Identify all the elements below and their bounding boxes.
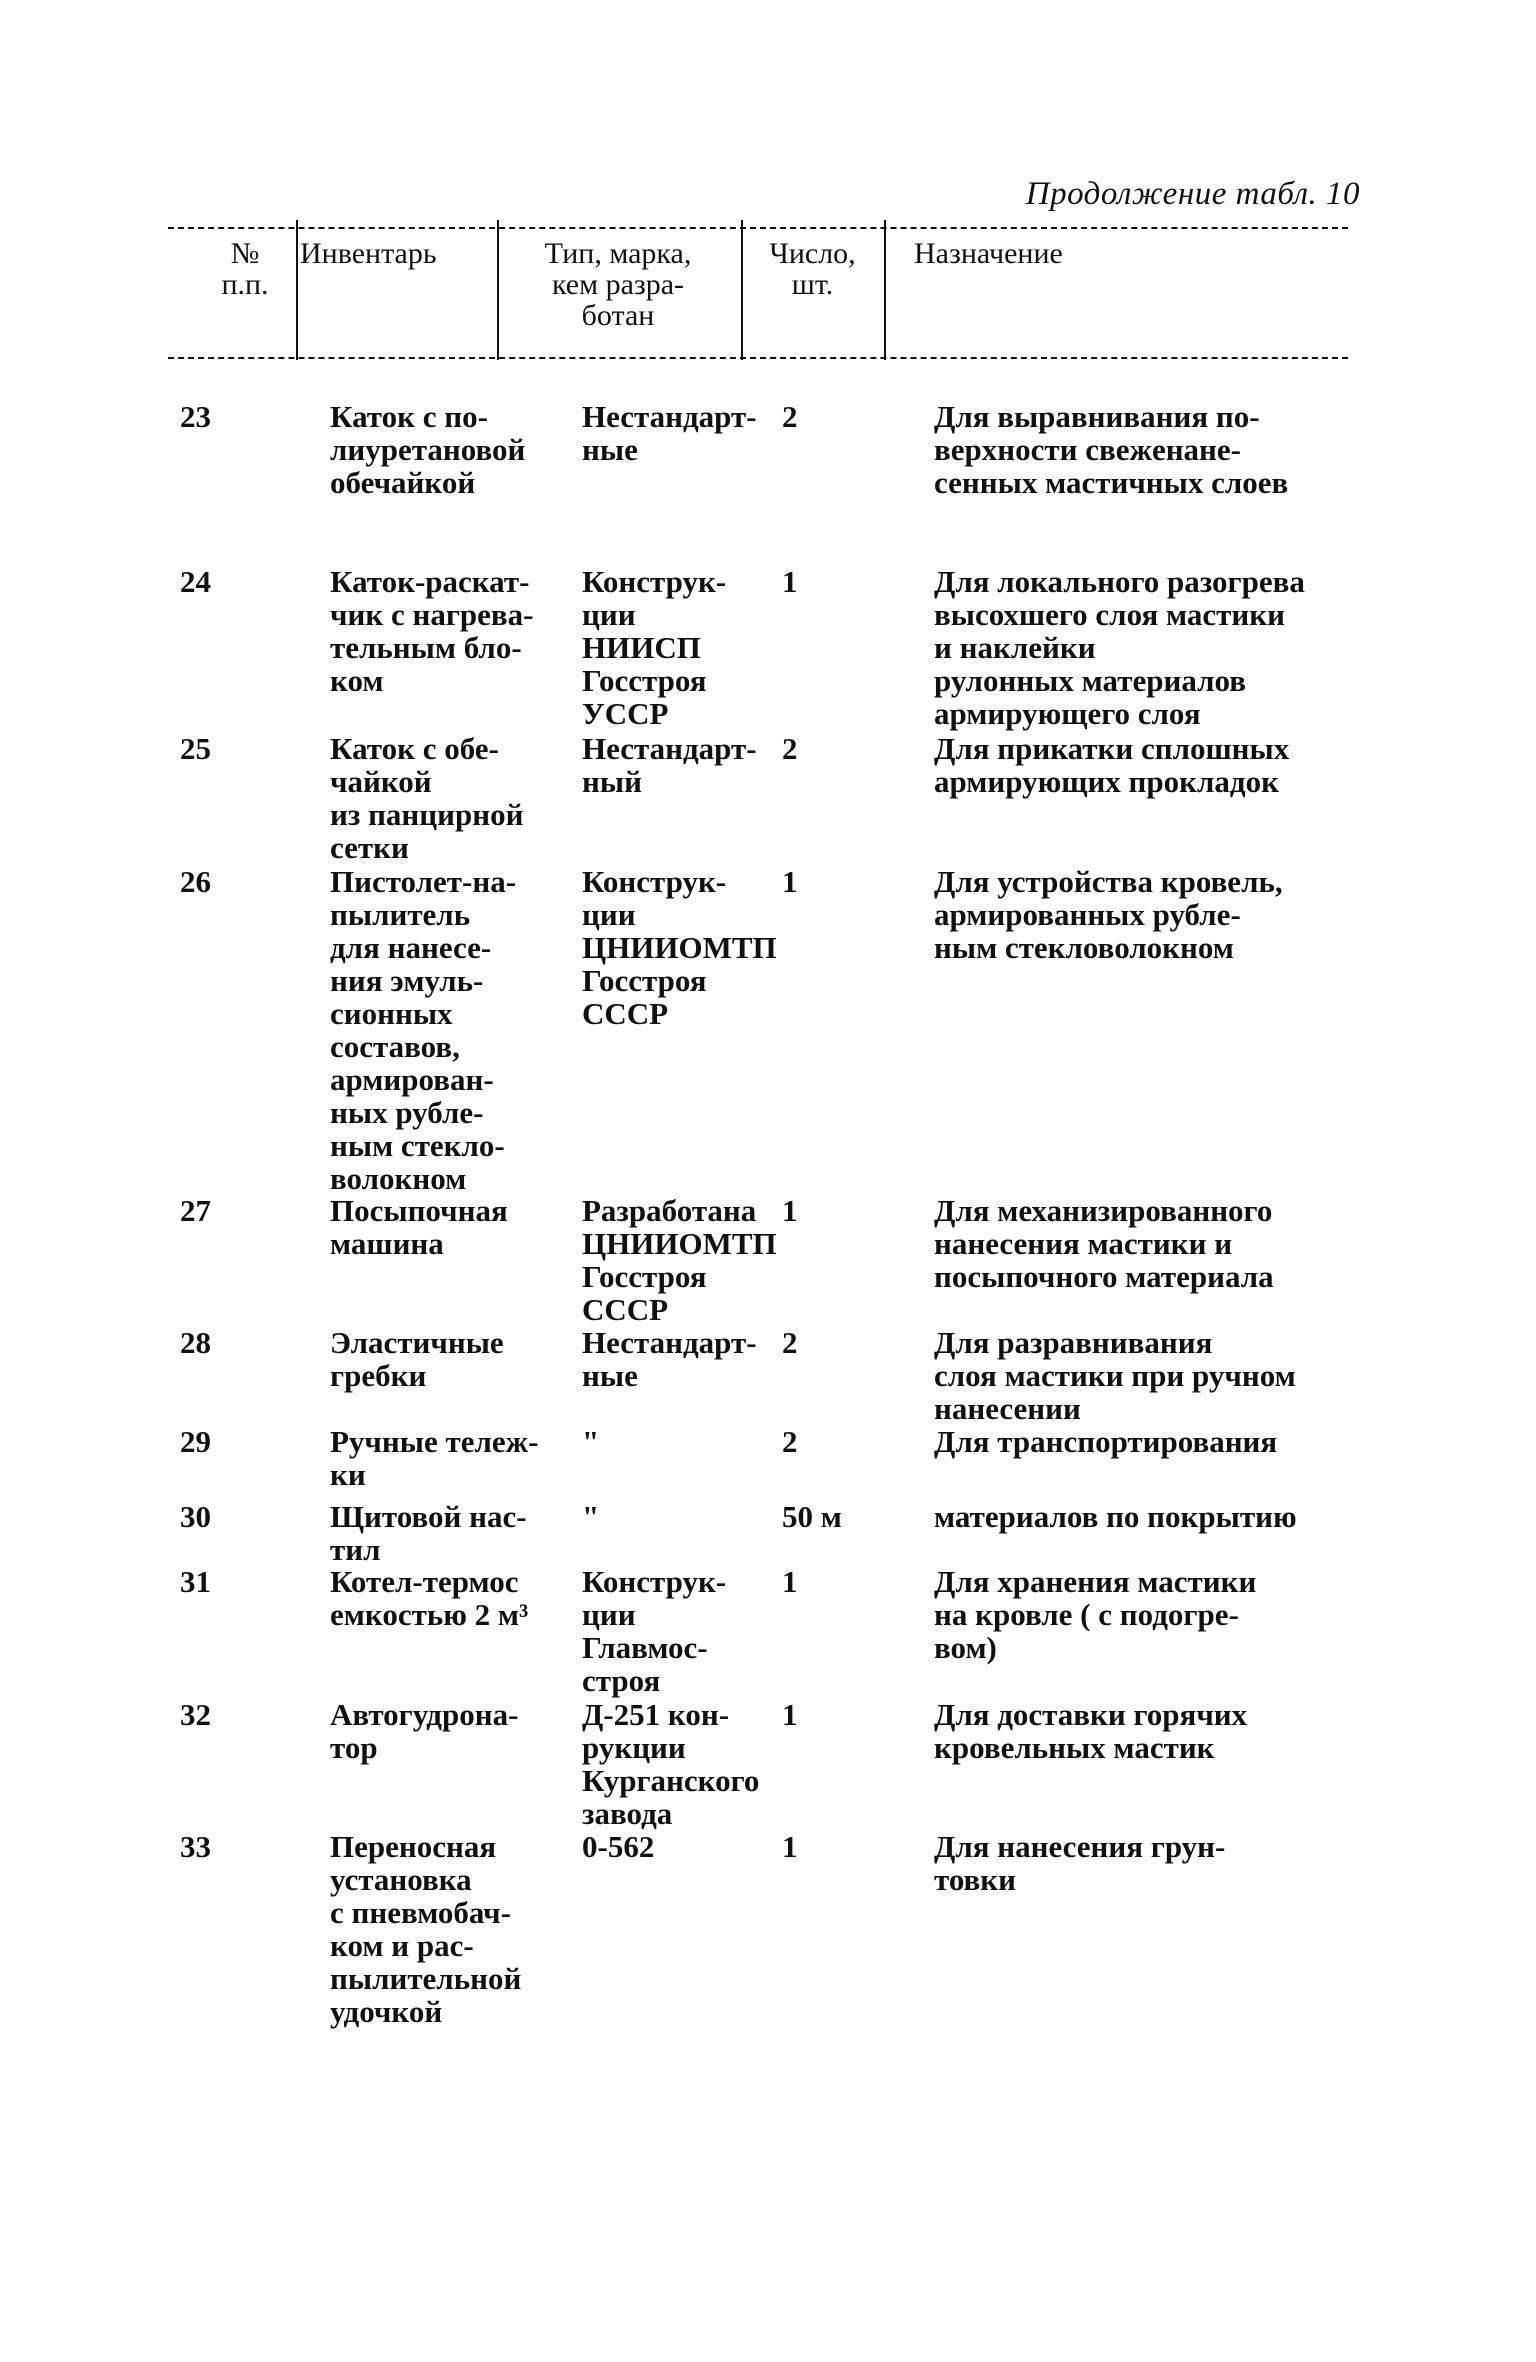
row-26-num: 26 bbox=[180, 864, 211, 899]
row-27-num: 27 bbox=[180, 1193, 211, 1228]
row-28-type: Нестандарт- ные bbox=[582, 1325, 757, 1393]
row-29-purpose: Для транспортирования bbox=[934, 1424, 1278, 1459]
row-32-count: 1 bbox=[782, 1697, 798, 1732]
row-31-count: 1 bbox=[782, 1564, 798, 1599]
header-count: Число, шт. bbox=[769, 237, 856, 301]
row-24-type: Конструк- ции НИИСП Госстроя УССР bbox=[582, 564, 727, 731]
row-31-type: Конструк- ции Главмос- строя bbox=[582, 1564, 727, 1698]
row-26-inventory: Пистолет-на- пылитель для нанесе- ния эмуль- сионных составов, армирован- ных рубле- ным стекло- волокном bbox=[330, 864, 517, 1196]
row-28-purpose: Для разравнивания слоя мастики при ручном нанесении bbox=[934, 1325, 1296, 1426]
row-23-count: 2 bbox=[782, 399, 798, 434]
row-27-count: 1 bbox=[782, 1193, 798, 1228]
row-30-purpose: материалов по покрытию bbox=[934, 1499, 1297, 1534]
row-30-count: 50 м bbox=[782, 1499, 842, 1534]
row-31-num: 31 bbox=[180, 1564, 211, 1599]
table-caption: Продолжение табл. 10 bbox=[1025, 176, 1360, 212]
row-29-inventory: Ручные тележ- ки bbox=[330, 1424, 539, 1492]
row-29-num: 29 bbox=[180, 1424, 211, 1459]
column-divider bbox=[884, 220, 886, 360]
row-25-count: 2 bbox=[782, 731, 798, 766]
row-23-purpose: Для выравнивания по- верхности свежeнане- сенных мастичных слоев bbox=[934, 399, 1289, 500]
row-33-type: 0-562 bbox=[582, 1829, 655, 1864]
row-33-count: 1 bbox=[782, 1829, 798, 1864]
row-30-num: 30 bbox=[180, 1499, 211, 1534]
row-32-inventory: Автогудрона- тор bbox=[330, 1697, 519, 1765]
row-28-inventory: Эластичные гребки bbox=[330, 1325, 504, 1393]
header-num: № п.п. bbox=[221, 237, 269, 301]
row-25-purpose: Для прикатки сплошных армирующих прокладок bbox=[934, 731, 1290, 799]
row-32-type: Д-251 кон- рукции Курганского завода bbox=[582, 1697, 760, 1831]
row-28-count: 2 bbox=[782, 1325, 798, 1360]
row-24-num: 24 bbox=[180, 564, 211, 599]
row-26-type: Конструк- ции ЦНИИОМТП Госстроя СССР bbox=[582, 864, 777, 1031]
row-31-inventory: Котел-термос емкостью 2 м³ bbox=[330, 1564, 529, 1632]
column-divider bbox=[741, 220, 743, 360]
row-25-num: 25 bbox=[180, 731, 211, 766]
header-type: Тип, марка, кем разра- ботан bbox=[544, 237, 692, 332]
row-25-type: Нестандарт- ный bbox=[582, 731, 757, 799]
row-33-num: 33 bbox=[180, 1829, 211, 1864]
row-25-inventory: Каток с обе- чайкой из панцирной сетки bbox=[330, 731, 524, 865]
header-purpose: Назначение bbox=[914, 237, 1063, 270]
row-29-count: 2 bbox=[782, 1424, 798, 1459]
header-inventory: Инвентарь bbox=[300, 237, 437, 270]
row-33-inventory: Переносная установка с пневмобач- ком и рас- пылительной удочкой bbox=[330, 1829, 522, 2029]
row-26-purpose: Для устройства кровель, армированных рубле- ным стекловолокном bbox=[934, 864, 1283, 965]
row-23-num: 23 bbox=[180, 399, 211, 434]
row-33-purpose: Для нанесения грун- товки bbox=[934, 1829, 1226, 1897]
row-26-count: 1 bbox=[782, 864, 798, 899]
row-30-inventory: Щитовой нас- тил bbox=[330, 1499, 527, 1567]
column-divider bbox=[497, 220, 499, 360]
row-29-type: " bbox=[582, 1424, 600, 1459]
row-24-count: 1 bbox=[782, 564, 798, 599]
header-bottom-rule bbox=[168, 357, 1348, 359]
row-24-inventory: Каток-раскат- чик с нагрева- тельным бло- ком bbox=[330, 564, 534, 698]
row-23-type: Нестандарт- ные bbox=[582, 399, 757, 467]
row-32-num: 32 bbox=[180, 1697, 211, 1732]
header-top-rule bbox=[168, 227, 1348, 229]
row-24-purpose: Для локального разогрева высохшего слоя мастики и наклейки рулонных материалов армирующего слоя bbox=[934, 564, 1305, 731]
column-divider bbox=[296, 220, 298, 360]
row-28-num: 28 bbox=[180, 1325, 211, 1360]
row-27-type: Разработана ЦНИИОМТП Госстроя СССР bbox=[582, 1193, 777, 1327]
row-27-inventory: Посыпочная машина bbox=[330, 1193, 508, 1261]
row-31-purpose: Для хранения мастики на кровле ( с подогре- вом) bbox=[934, 1564, 1257, 1665]
row-23-inventory: Каток с по- лиуретановой обечайкой bbox=[330, 399, 526, 500]
row-30-type: " bbox=[582, 1499, 600, 1534]
row-27-purpose: Для механизированного нанесения мастики и посыпочного материала bbox=[934, 1193, 1274, 1294]
row-32-purpose: Для доставки горячих кровельных мастик bbox=[934, 1697, 1248, 1765]
